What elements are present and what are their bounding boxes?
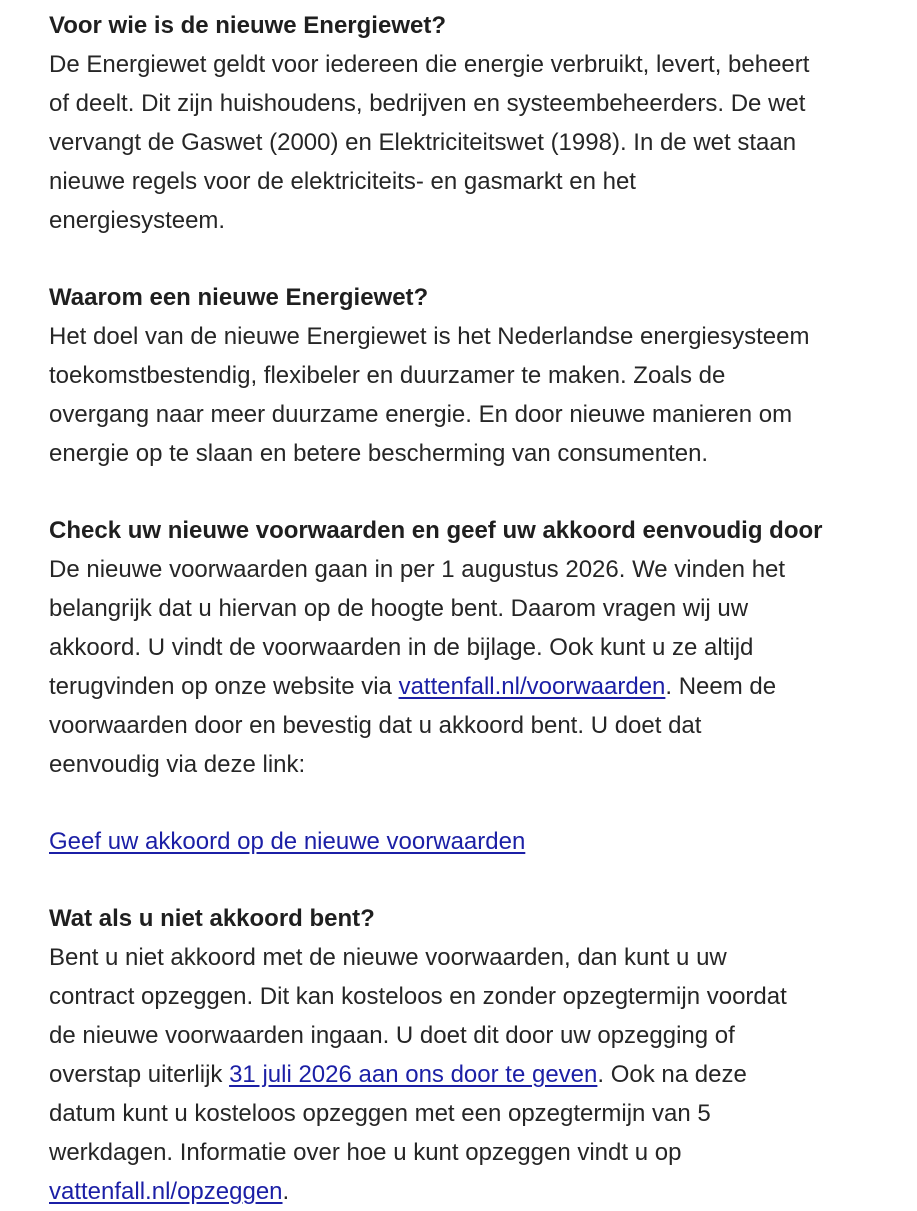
paragraph-line (49, 667, 899, 706)
section-not-agree (49, 899, 899, 1211)
paragraph-line: De nieuwe voorwaarden gaan in per 1 augustus 2026. We vinden het (49, 556, 786, 583)
paragraph-line: voorwaarden door en bevestig dat u akkoord bent. U doet dat (49, 712, 702, 739)
section-why (49, 278, 899, 473)
paragraph-line: Het doel van de nieuwe Energiewet is het Nederlandse energiesysteem (49, 323, 810, 350)
section-spacer (49, 473, 899, 511)
paragraph-line: vervangt de Gaswet (2000) en Elektriciteitswet (1998). In de wet staan (49, 129, 797, 156)
accept-terms-link[interactable]: Geef uw akkoord op de nieuwe voorwaarden (49, 828, 526, 855)
section-heading: Wat als u niet akkoord bent? (49, 905, 375, 932)
paragraph-line: contract opzeggen. Dit kan kosteloos en zonder opzegtermijn voordat (49, 983, 787, 1010)
paragraph-line (49, 1172, 899, 1211)
paragraph-line: nieuwe regels voor de elektriciteits- en gasmarkt en het (49, 168, 636, 195)
section-spacer (49, 861, 899, 899)
paragraph-line: overgang naar meer duurzame energie. En door nieuwe manieren om (49, 401, 793, 428)
paragraph-line: eenvoudig via deze link: (49, 751, 306, 778)
text-fragment: terugvinden op onze website via (49, 673, 399, 700)
email-body (49, 6, 899, 1211)
deadline-link[interactable]: 31 juli 2026 aan ons door te geven (229, 1061, 598, 1088)
paragraph-line (49, 1055, 899, 1094)
section-check-terms (49, 511, 899, 861)
paragraph-line: energie op te slaan en betere bescherming van consumenten. (49, 440, 709, 467)
paragraph-line: energiesysteem. (49, 207, 226, 234)
section-spacer (49, 784, 899, 822)
cta-paragraph (49, 822, 899, 861)
text-fragment: . Neem de (665, 673, 777, 700)
section-heading: Check uw nieuwe voorwaarden en geef uw akkoord eenvoudig door (49, 517, 823, 544)
section-spacer (49, 240, 899, 278)
paragraph-line: werkdagen. Informatie over hoe u kunt opzeggen vindt u op (49, 1139, 682, 1166)
paragraph-line: akkoord. U vindt de voorwaarden in de bijlage. Ook kunt u ze altijd (49, 634, 754, 661)
paragraph-line: belangrijk dat u hiervan op de hoogte bent. Daarom vragen wij uw (49, 595, 749, 622)
opzeggen-link[interactable]: vattenfall.nl/opzeggen (49, 1178, 283, 1205)
section-heading: Voor wie is de nieuwe Energiewet? (49, 12, 446, 39)
paragraph-line: De Energiewet geldt voor iedereen die energie verbruikt, levert, beheert (49, 51, 810, 78)
text-fragment: overstap uiterlijk (49, 1061, 230, 1088)
paragraph-line: of deelt. Dit zijn huishoudens, bedrijven en systeembeheerders. De wet (49, 90, 806, 117)
voorwaarden-link[interactable]: vattenfall.nl/voorwaarden (398, 673, 666, 700)
section-who (49, 6, 899, 240)
paragraph-line: toekomstbestendig, flexibeler en duurzamer te maken. Zoals de (49, 362, 726, 389)
section-heading: Waarom een nieuwe Energiewet? (49, 284, 429, 311)
text-fragment: . (282, 1178, 290, 1205)
paragraph-line: de nieuwe voorwaarden ingaan. U doet dit door uw opzegging of (49, 1022, 735, 1049)
paragraph-line: datum kunt u kosteloos opzeggen met een opzegtermijn van 5 (49, 1100, 711, 1127)
text-fragment: . Ook na deze (597, 1061, 747, 1088)
paragraph-line: Bent u niet akkoord met de nieuwe voorwaarden, dan kunt u uw (49, 944, 727, 971)
